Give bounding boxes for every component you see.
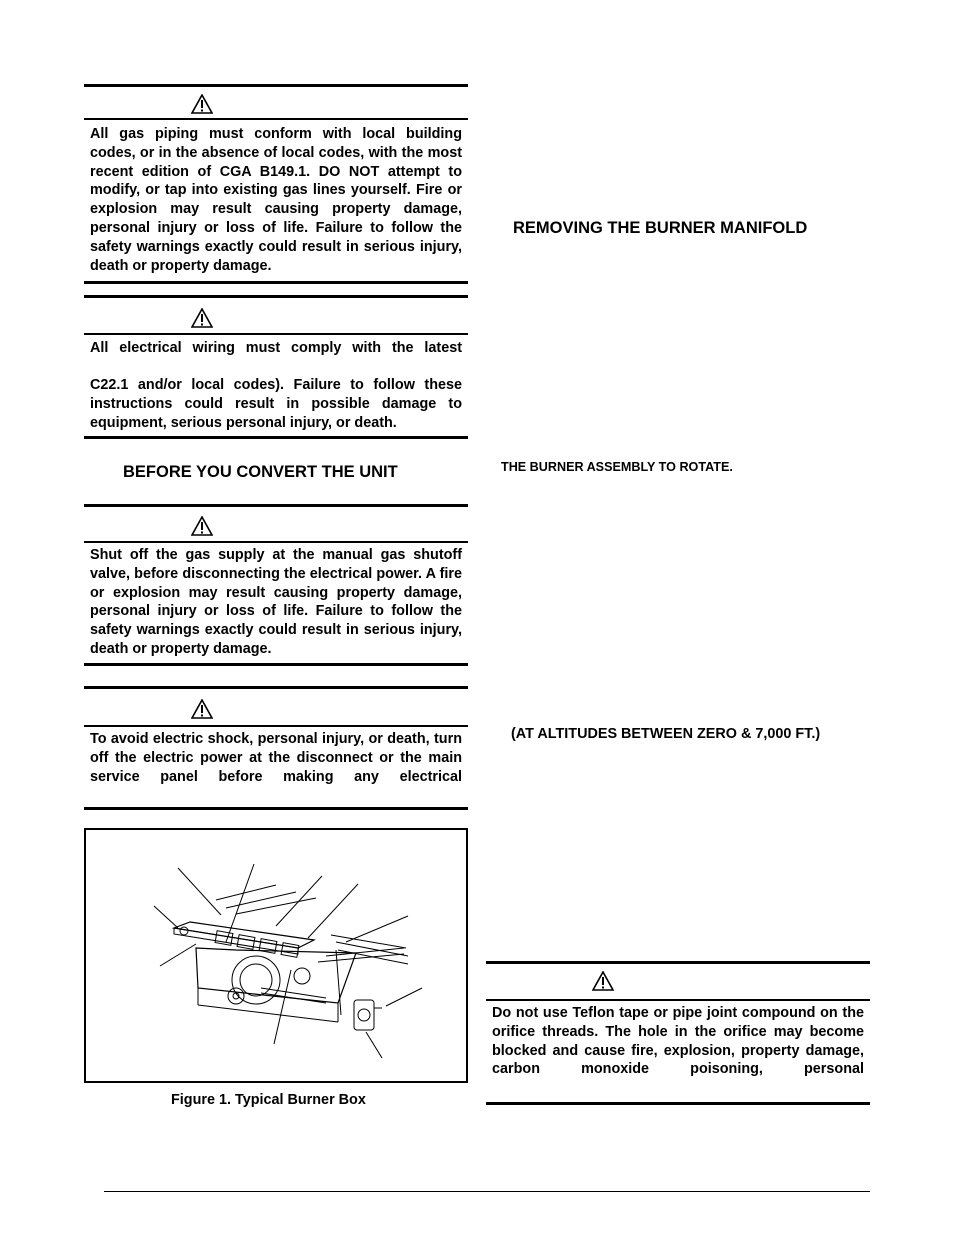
footer-rule <box>104 1191 870 1192</box>
section-heading-removing-manifold: REMOVING THE BURNER MANIFOLD <box>513 219 808 237</box>
warning-triangle-icon <box>191 308 213 328</box>
warning-rule-bottom <box>84 807 468 810</box>
warning-triangle-icon <box>191 699 213 719</box>
warning-rule-top <box>486 961 870 964</box>
warning-triangle-icon <box>191 516 213 536</box>
warning-rule-mid <box>84 541 468 543</box>
warning-rule-top <box>84 686 468 689</box>
warning-text: Do not use Teflon tape or pipe joint compound on the orifice threads. The hole in the orifice may become blocked and cause fire, explosion, property damage, carbon monoxide poisoning, personal <box>492 1005 864 1078</box>
warning-rule-mid <box>84 725 468 727</box>
warning-box-electrical-wiring <box>84 295 468 440</box>
note-altitudes: (AT ALTITUDES BETWEEN ZERO & 7,000 FT.) <box>511 726 821 742</box>
warning-box-electric-shock <box>84 686 468 812</box>
warning-text-line2: C22.1 and/or local codes). Failure to follow these instructions could result in possible damage to equipment, serious personal injury, or death. <box>90 377 462 431</box>
warning-text: Shut off the gas supply at the manual gas shutoff valve, before disconnecting the electrical power. A fire or explosion may result causing property damage, personal injury or loss of life. Failure to follow the safety warnings exactly could result in serious injury, death or property damage. <box>90 547 462 657</box>
section-heading-before-convert: BEFORE YOU CONVERT THE UNIT <box>123 463 398 481</box>
burner-box-illustration <box>86 830 466 1081</box>
warning-rule-top <box>84 295 468 298</box>
figure-burner-box <box>84 828 468 1083</box>
warning-rule-bottom <box>84 663 468 666</box>
warning-text: All gas piping must conform with local building codes, or in the absence of local codes, with the most recent edition of CGA B149.1. DO NOT attempt to modify, or tap into existing gas lines yourself. Fire or explosion may result causing property damage, personal injury or loss of life. Failure to follow the safety warnings exactly could result in serious injury, death or property damage. <box>90 126 462 274</box>
warning-rule-bottom <box>84 281 468 284</box>
note-rotate: THE BURNER ASSEMBLY TO ROTATE. <box>501 460 733 474</box>
figure-caption: Figure 1. Typical Burner Box <box>171 1092 366 1108</box>
warning-triangle-icon <box>191 94 213 114</box>
warning-rule-bottom <box>84 436 468 439</box>
warning-rule-mid <box>84 333 468 335</box>
warning-rule-mid <box>486 999 870 1001</box>
warning-rule-top <box>84 504 468 507</box>
warning-triangle-icon <box>592 971 614 991</box>
warning-text: To avoid electric shock, personal injury, or death, turn off the electric power at the disconnect or the main service panel before making any electrical <box>90 731 462 785</box>
warning-text-line1: All electrical wiring must comply with the latest <box>90 340 462 356</box>
warning-box-teflon-tape <box>486 961 870 1106</box>
warning-rule-top <box>84 84 468 87</box>
warning-box-gas-piping <box>84 84 468 286</box>
warning-box-gas-shutoff <box>84 504 468 667</box>
warning-rule-mid <box>84 118 468 120</box>
warning-rule-bottom <box>486 1102 870 1105</box>
